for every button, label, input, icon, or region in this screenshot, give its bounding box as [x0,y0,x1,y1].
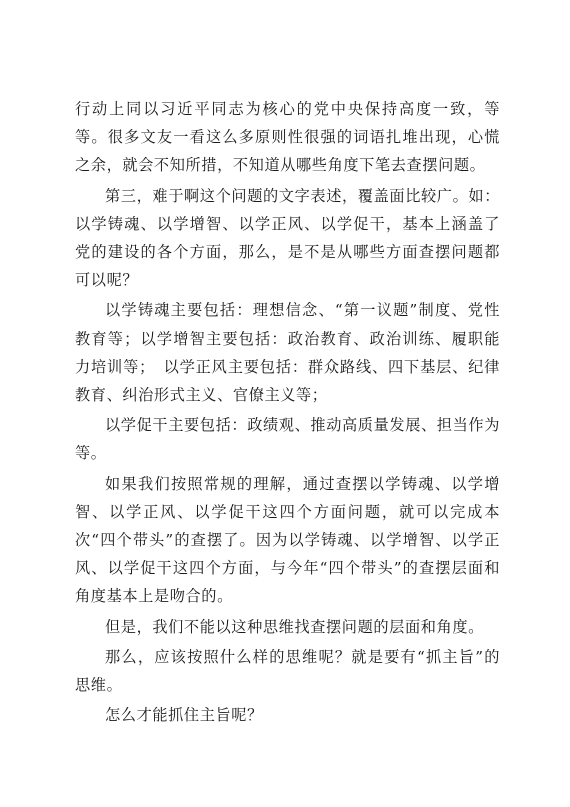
paragraph-conventional-understanding: 如果我们按照常规的理解，通过查摆以学铸魂、以学增智、以学正风、以学促干这四个方面问题，就可以完成本次“四个带头”的查摆了。因为以学铸魂、以学增智、以学正风、以学促干这四个方面，与今年“四个带头”的查摆层面和角度基本上是吻合的。 [75,474,500,606]
paragraph-however: 但是，我们不能以这种思维找查摆问题的层面和角度。 [105,617,484,636]
paragraph-main-theme-thinking: 那么，应该按照什么样的思维呢？就是要有“抓主旨”的思维。 [75,647,500,695]
paragraph-continuation: 行动上同以习近平同志为核心的党中央保持高度一致，等等。很多文友一看这么多原则性很强的词语扎堆出现，心慌之余，就会不知所措，不知道从哪些角度下笔去查摆问题。 [75,100,500,175]
paragraph-third-point: 第三，难于啊这个问题的文字表述，覆盖面比较广。如：以学铸魂、以学增智、以学正风、以学促干，基本上涵盖了党的建设的各个方面，那么，是不是从哪些方面查摆问题都可以呢？ [75,186,500,290]
paragraph-question: 怎么才能抓住主旨呢？ [105,706,263,725]
paragraph-promote-work: 以学促干主要包括：政绩观、推动高质量发展、担当作为等。 [75,416,500,463]
paragraph-categories: 以学铸魂主要包括：理想信念、“第一议题”制度、党性教育等；以学增智主要包括：政治教育、政治训练、履职能力培训等； 以学正风主要包括：群众路线、四下基层、纪律教育、纠治形式主义、官僚主义等； [75,301,500,405]
document-body [75,95,500,729]
